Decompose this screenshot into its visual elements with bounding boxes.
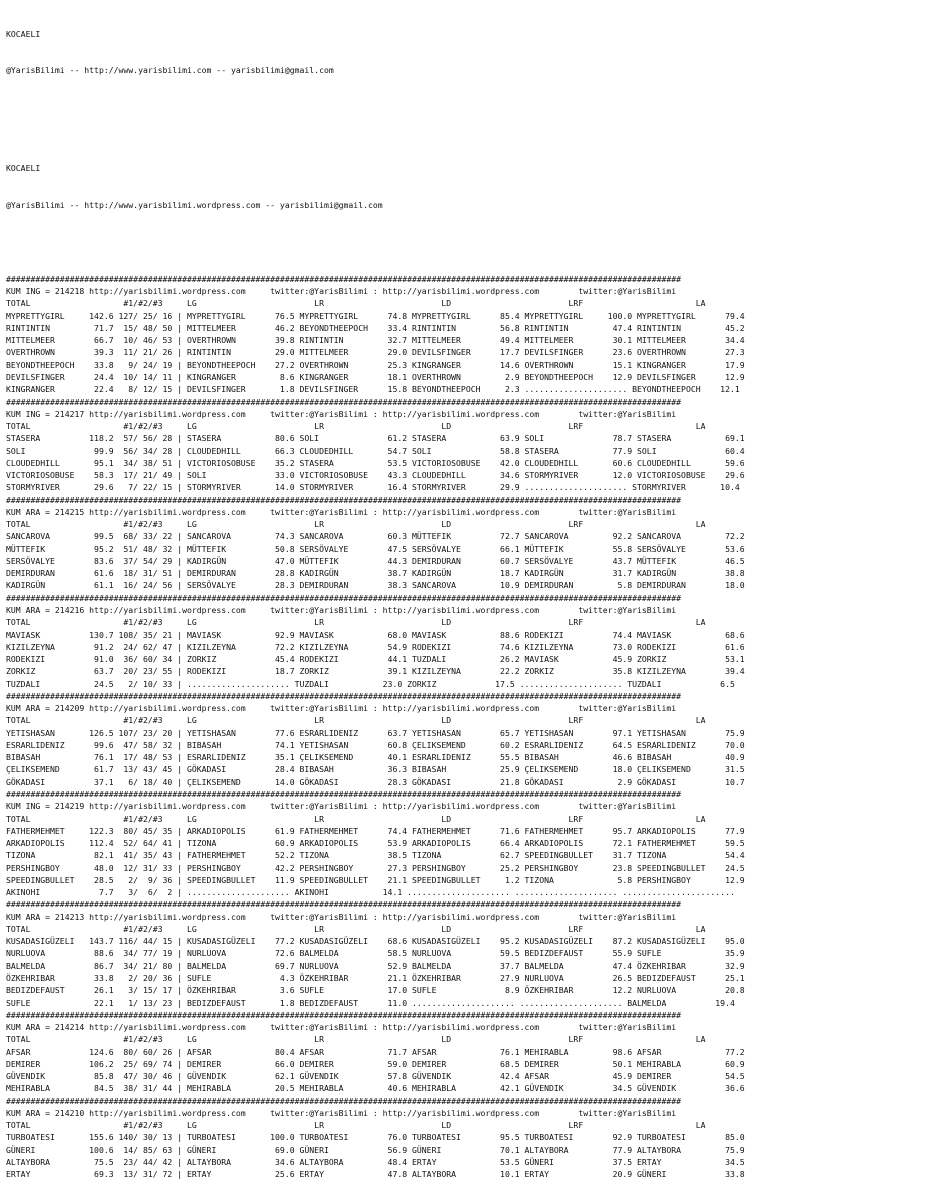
table-row: FATHERMEHMET 122.3 80/ 45/ 35 | ARKADIOPOLIS 61.9 FATHERMEHMET 74.4 FATHERMEHMET 71.6 FATHERMEHMET 95.7 ARKADIOPOLIS 77.9 — [6, 825, 745, 836]
table-row: SPEEDINGBULLET 28.5 2/ 9/ 36 | SPEEDINGBULLET 11.9 SPEEDINGBULLET 21.1 SPEEDINGBULLET 1.2 TIZONA 5.8 PERSHINGBOY 12.9 — [6, 874, 745, 885]
table-row: GÜVENDIK 85.8 47/ 30/ 46 | GÜVENDIK 62.1 GÜVENDIK 57.8 GÜVENDIK 42.4 AFSAR 45.9 DEMIRER 54.5 — [6, 1071, 745, 1082]
column-headers: TOTAL #1/#2/#3 LG LR LD LRF LA — [6, 617, 706, 628]
spacer — [6, 101, 947, 138]
race-block — [6, 788, 947, 898]
column-headers: TOTAL #1/#2/#3 LG LR LD LRF LA — [6, 1034, 706, 1045]
table-row: AKINOHI 7.7 3/ 6/ 2 | ..................... AKINOHI 14.1 ..................... ..................... ....................... — [6, 887, 735, 898]
column-headers: TOTAL #1/#2/#3 LG LR LD LRF LA — [6, 715, 706, 726]
separator-line: ########################################################################################################################################## — [6, 273, 682, 284]
column-headers: TOTAL #1/#2/#3 LG LR LD LRF LA — [6, 1120, 706, 1131]
table-row: DEMIRER 106.2 25/ 69/ 74 | DEMIRER 66.0 DEMIRER 59.0 DEMIRER 68.5 DEMIRER 50.1 MEHIRABLA 60.9 — [6, 1058, 745, 1069]
table-row: ALTAYBORA 75.5 23/ 44/ 42 | ALTAYBORA 34.6 ALTAYBORA 48.4 ERTAY 53.5 GÜNERI 37.5 ERTAY 34.5 — [6, 1156, 745, 1167]
table-row: AFSAR 124.6 80/ 60/ 26 | AFSAR 80.4 AFSAR 71.7 AFSAR 76.1 MEHIRABLA 98.6 AFSAR 77.2 — [6, 1046, 745, 1057]
contact-line: @YarisBilimi -- http://www.yarisbilimi.com -- yarisbilimi@gmail.com — [6, 65, 334, 76]
column-headers: TOTAL #1/#2/#3 LG LR LD LRF LA — [6, 813, 706, 824]
table-row: DEVILSFINGER 24.4 10/ 14/ 11 | KINGRANGER 8.6 KINGRANGER 18.1 OVERTHROWN 2.9 BEYONDTHEEPOCH 12.9 DEVILSFINGER 12.9 — [6, 371, 745, 382]
table-row: KIZILZEYNA 91.2 24/ 62/ 47 | KIZILZEYNA 72.2 KIZILZEYNA 54.9 RODEKIZI 74.6 KIZILZEYNA 73.0 RODEKIZI 61.6 — [6, 641, 745, 652]
table-row: RODEKIZI 91.0 36/ 60/ 34 | ZORKIZ 45.4 RODEKIZI 44.1 TUZDALI 26.2 MAVIASK 45.9 ZORKIZ 53.1 — [6, 654, 745, 665]
table-row: MITTELMEER 66.7 10/ 46/ 53 | OVERTHROWN 39.8 RINTINTIN 32.7 MITTELMEER 49.4 MITTELMEER 30.1 MITTELMEER 34.4 — [6, 335, 745, 346]
separator-line: ########################################################################################################################################## — [6, 690, 682, 701]
column-headers: TOTAL #1/#2/#3 LG LR LD LRF LA — [6, 421, 706, 432]
table-row: PERSHINGBOY 48.0 12/ 31/ 33 | PERSHINGBOY 42.2 PERSHINGBOY 27.3 PERSHINGBOY 25.2 PERSHINGBOY 23.8 SPEEDINGBULLET 24.5 — [6, 862, 745, 873]
separator-line: ########################################################################################################################################## — [6, 899, 682, 910]
race-block — [6, 690, 947, 788]
column-headers: TOTAL #1/#2/#3 LG LR LD LRF LA — [6, 519, 706, 530]
table-row: RINTINTIN 71.7 15/ 48/ 50 | MITTELMEER 46.2 BEYONDTHEEPOCH 33.4 RINTINTIN 56.8 RINTINTIN 47.4 RINTINTIN 45.2 — [6, 322, 745, 333]
table-row: OVERTHROWN 39.3 11/ 21/ 26 | RINTINTIN 29.0 MITTELMEER 29.0 DEVILSFINGER 17.7 DEVILSFINGER 23.6 OVERTHROWN 27.3 — [6, 347, 745, 358]
race-header: KUM ARA = 214214 http://yarisbilimi.wordpress.com twitter:@YarisBilimi : http://yarisbilimi.wordpress.com twitter:@YarisBilimi — [6, 1022, 677, 1033]
table-row: TIZONA 82.1 41/ 35/ 43 | FATHERMEHMET 52.2 TIZONA 38.5 TIZONA 62.7 SPEEDINGBULLET 31.7 TIZONA 54.4 — [6, 850, 745, 861]
table-row: ESRARLIDENIZ 99.6 47/ 58/ 32 | BIBASAH 74.1 YETISHASAN 60.8 ÇELIKSEMEND 60.2 ESRARLIDENIZ 64.5 ESRARLIDENIZ 70.0 — [6, 739, 745, 750]
table-row: SERSÖVALYE 83.6 37/ 54/ 29 | KADIRGÜN 47.0 MÜTTEFIK 44.3 DEMIRDURAN 60.7 SERSÖVALYE 43.7 MÜTTEFIK 46.5 — [6, 555, 745, 566]
race-header: KUM ARA = 214213 http://yarisbilimi.wordpress.com twitter:@YarisBilimi : http://yarisbilimi.wordpress.com twitter:@YarisBilimi — [6, 911, 677, 922]
race-block — [6, 494, 947, 592]
contact-line: @YarisBilimi -- http://www.yarisbilimi.wordpress.com -- yarisbilimi@gmail.com — [6, 200, 383, 211]
table-row: STORMYRIVER 29.6 7/ 22/ 15 | STORMYRIVER 14.0 STORMYRIVER 16.4 STORMYRIVER 29.9 ..................... STORMYRIVER 10.4 — [6, 482, 740, 493]
table-row: KUSADASIGÜZELI 143.7 116/ 44/ 15 | KUSADASIGÜZELI 77.2 KUSADASIGÜZELI 68.6 KUSADASIGÜZELI 95.2 KUSADASIGÜZELI 87.2 KUSADASIGÜZELI 95.0 — [6, 936, 745, 947]
table-row: YETISHASAN 126.5 107/ 23/ 20 | YETISHASAN 77.6 ESRARLIDENIZ 63.7 YETISHASAN 65.7 YETISHASAN 97.1 YETISHASAN 75.9 — [6, 727, 745, 738]
city-title: KOCAELI — [6, 28, 41, 39]
table-row: ZORKIZ 63.7 20/ 23/ 55 | RODEKIZI 18.7 ZORKIZ 39.1 KIZILZEYNA 22.2 ZORKIZ 35.8 KIZILZEYNA 39.4 — [6, 666, 745, 677]
separator-line: ########################################################################################################################################## — [6, 494, 682, 505]
table-row: VICTORIOSOBUSE 58.3 17/ 21/ 49 | SOLI 33.0 VICTORIOSOBUSE 43.3 CLOUDEDHILL 34.6 STORMYRIVER 12.0 VICTORIOSOBUSE 29.6 — [6, 470, 745, 481]
race-header: KUM ARA = 214216 http://yarisbilimi.wordpress.com twitter:@YarisBilimi : http://yarisbilimi.wordpress.com twitter:@YarisBilimi — [6, 605, 677, 616]
separator-line: ########################################################################################################################################## — [6, 1095, 682, 1106]
column-headers: TOTAL #1/#2/#3 LG LR LD LRF LA — [6, 923, 706, 934]
separator-line: ########################################################################################################################################## — [6, 396, 682, 407]
table-row: GÖKADASI 37.1 6/ 18/ 40 | ÇELIKSEMEND 14.0 GÖKADASI 28.3 GÖKADASI 21.8 GÖKADASI 2.9 GÖKADASI 10.7 — [6, 776, 745, 787]
race-block — [6, 898, 947, 1008]
table-row: MYPRETTYGIRL 142.6 127/ 25/ 16 | MYPRETTYGIRL 76.5 MYPRETTYGIRL 74.8 MYPRETTYGIRL 85.4 MYPRETTYGIRL 100.0 MYPRETTYGIRL 79.4 — [6, 310, 745, 321]
race-header: KUM ING = 214218 http://yarisbilimi.wordpress.com twitter:@YarisBilimi : http://yarisbilimi.wordpress.com twitter:@YarisBilimi — [6, 286, 677, 297]
race-block — [6, 396, 947, 494]
spacer — [6, 236, 947, 248]
race-block — [6, 273, 947, 396]
table-row: MÜTTEFIK 95.2 51/ 48/ 32 | MÜTTEFIK 50.8 SERSÖVALYE 47.5 SERSÖVALYE 66.1 MÜTTEFIK 55.8 SERSÖVALYE 53.6 — [6, 543, 745, 554]
table-row: GÜNERI 100.6 14/ 85/ 63 | GÜNERI 69.0 GÜNERI 56.9 GÜNERI 70.1 ALTAYBORA 77.9 ALTAYBORA 75.9 — [6, 1144, 745, 1155]
table-row: BIBASAH 76.1 17/ 48/ 53 | ESRARLIDENIZ 35.1 ÇELIKSEMEND 40.1 ESRARLIDENIZ 55.5 BIBASAH 46.6 BIBASAH 40.9 — [6, 752, 745, 763]
table-row: MAVIASK 130.7 108/ 35/ 21 | MAVIASK 92.9 MAVIASK 68.0 MAVIASK 88.6 RODEKIZI 74.4 MAVIASK 68.6 — [6, 629, 745, 640]
race-header: KUM ING = 214219 http://yarisbilimi.wordpress.com twitter:@YarisBilimi : http://yarisbilimi.wordpress.com twitter:@YarisBilimi — [6, 801, 677, 812]
race-header: KUM ARA = 214210 http://yarisbilimi.wordpress.com twitter:@YarisBilimi : http://yarisbilimi.wordpress.com twitter:@YarisBilimi — [6, 1107, 677, 1118]
race-block — [6, 1009, 947, 1095]
separator-line: ########################################################################################################################################## — [6, 789, 682, 799]
separator-line: ########################################################################################################################################## — [6, 1009, 682, 1020]
table-row: STASERA 118.2 57/ 56/ 28 | STASERA 80.6 SOLI 61.2 STASERA 63.9 SOLI 78.7 STASERA 69.1 — [6, 433, 745, 444]
table-row: BEDIZDEFAUST 26.1 3/ 15/ 17 | ÖZKEHRIBAR 3.6 SUFLE 17.0 SUFLE 8.9 ÖZKEHRIBAR 12.2 NURLUOVA 20.8 — [6, 985, 745, 996]
table-row: NURLUOVA 88.6 34/ 77/ 19 | NURLUOVA 72.6 BALMELDA 58.5 NURLUOVA 59.5 BEDIZDEFAUST 55.9 SUFLE 35.9 — [6, 948, 745, 959]
table-row: SOLI 99.9 56/ 34/ 28 | CLOUDEDHILL 66.3 CLOUDEDHILL 54.7 SOLI 58.8 STASERA 77.9 SOLI 60.4 — [6, 445, 745, 456]
table-row: ARKADIOPOLIS 112.4 52/ 64/ 41 | TIZONA 60.9 ARKADIOPOLIS 53.9 ARKADIOPOLIS 66.4 ARKADIOPOLIS 72.1 FATHERMEHMET 59.5 — [6, 838, 745, 849]
table-row: BALMELDA 86.7 34/ 21/ 80 | BALMELDA 69.7 NURLUOVA 52.9 BALMELDA 37.7 BALMELDA 47.4 ÖZKEHRIBAR 32.9 — [6, 960, 745, 971]
column-headers: TOTAL #1/#2/#3 LG LR LD LRF LA — [6, 298, 706, 309]
table-row: CLOUDEDHILL 95.1 34/ 38/ 51 | VICTORIOSOBUSE 35.2 STASERA 53.5 VICTORIOSOBUSE 42.0 CLOUDEDHILL 60.6 CLOUDEDHILL 59.6 — [6, 457, 745, 468]
race-block — [6, 1095, 947, 1181]
table-row: DEMIRDURAN 61.6 18/ 31/ 51 | DEMIRDURAN 28.8 KADIRGÜN 38.7 KADIRGÜN 18.7 KADIRGÜN 31.7 KADIRGÜN 38.8 — [6, 568, 745, 579]
table-row: SUFLE 22.1 1/ 13/ 23 | BEDIZDEFAUST 1.8 BEDIZDEFAUST 11.0 ..................... ..................... BALMELDA 19.4 — [6, 997, 735, 1008]
table-row: MEHIRABLA 84.5 38/ 31/ 44 | MEHIRABLA 20.5 MEHIRABLA 40.6 MEHIRABLA 42.1 GÜVENDIK 34.5 GÜVENDIK 36.6 — [6, 1083, 745, 1094]
table-row: ÖZKEHRIBAR 33.8 2/ 20/ 36 | SUFLE 4.3 ÖZKEHRIBAR 21.1 ÖZKEHRIBAR 27.9 NURLUOVA 26.5 BEDIZDEFAUST 25.1 — [6, 972, 745, 983]
table-row: BEYONDTHEEPOCH 33.8 9/ 24/ 19 | BEYONDTHEEPOCH 27.2 OVERTHROWN 25.3 KINGRANGER 14.6 OVERTHROWN 15.1 KINGRANGER 17.9 — [6, 359, 745, 370]
table-row: TUZDALI 24.5 2/ 10/ 33 | ..................... TUZDALI 23.0 ZORKIZ 17.5 ..................... TUZDALI 6.5 — [6, 678, 735, 689]
separator-line: ########################################################################################################################################## — [6, 592, 682, 603]
city-title: KOCAELI — [6, 163, 41, 174]
table-row: KINGRANGER 22.4 8/ 12/ 15 | DEVILSFINGER 1.8 DEVILSFINGER 15.8 BEYONDTHEEPOCH 2.3 ..................... BEYONDTHEEPOCH 12.1 — [6, 384, 740, 395]
race-block — [6, 592, 947, 690]
table-row: SANCAROVA 99.5 68/ 33/ 22 | SANCAROVA 74.3 SANCAROVA 60.3 MÜTTEFIK 72.7 SANCAROVA 92.2 SANCAROVA 72.2 — [6, 531, 745, 542]
races-list — [6, 273, 947, 1181]
race-header: KUM ARA = 214209 http://yarisbilimi.wordpress.com twitter:@YarisBilimi : http://yarisbilimi.wordpress.com twitter:@YarisBilimi — [6, 703, 677, 714]
table-row: TURBOATESI 155.6 140/ 30/ 13 | TURBOATESI 100.0 TURBOATESI 76.0 TURBOATESI 95.5 TURBOATESI 92.9 TURBOATESI 85.0 — [6, 1132, 745, 1143]
race-header: KUM ING = 214217 http://yarisbilimi.wordpress.com twitter:@YarisBilimi : http://yarisbilimi.wordpress.com twitter:@YarisBilimi — [6, 408, 677, 419]
race-header: KUM ARA = 214215 http://yarisbilimi.wordpress.com twitter:@YarisBilimi : http://yarisbilimi.wordpress.com twitter:@YarisBilimi — [6, 506, 677, 517]
table-row: ÇELIKSEMEND 61.7 13/ 43/ 45 | GÖKADASI 28.4 BIBASAH 36.3 BIBASAH 25.9 ÇELIKSEMEND 18.0 ÇELIKSEMEND 31.5 — [6, 764, 745, 775]
table-row: KADIRGÜN 61.1 16/ 24/ 56 | SERSÖVALYE 28.3 DEMIRDURAN 38.3 SANCAROVA 10.9 DEMIRDURAN 5.8 DEMIRDURAN 18.0 — [6, 580, 745, 591]
table-row: ERTAY 69.3 13/ 31/ 72 | ERTAY 25.6 ERTAY 47.8 ALTAYBORA 10.1 ERTAY 20.9 GÜNERI 33.8 — [6, 1169, 745, 1180]
